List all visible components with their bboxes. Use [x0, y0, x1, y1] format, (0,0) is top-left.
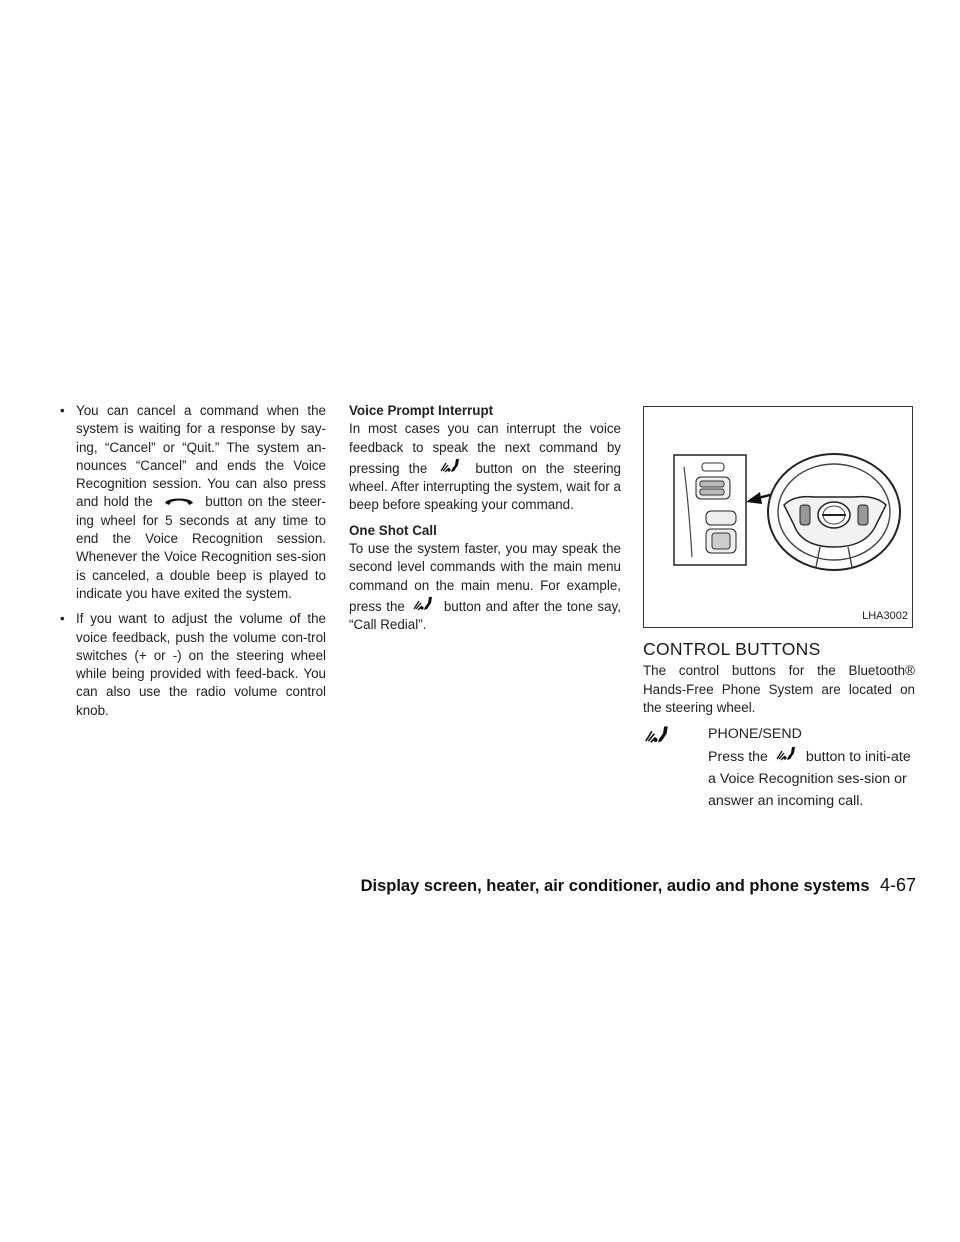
phone-send-icon — [643, 724, 673, 753]
middle-column — [349, 402, 621, 635]
phone-end-icon — [161, 494, 197, 508]
button-explanation — [708, 745, 915, 812]
bullet-cancel-command — [54, 402, 326, 603]
paragraph-one-shot-call — [349, 540, 621, 634]
paragraph-voice-prompt-interrupt — [349, 420, 621, 514]
bullet-text: If you want to adjust the volume of the voice feedback, push the volume con-trol switches (+ or -) on the steering wheel while being provided with feed-back. You can also use the radio volume control knob. — [76, 611, 326, 718]
paragraph-text-part2: button on the steering wheel. After interrupting the system, wait for a beep before speaking your command. — [349, 460, 621, 513]
button-text-part2: button to initi-ate a Voice Recognition ses-sion or answer an incoming call. — [708, 749, 911, 810]
steering-wheel — [768, 454, 900, 570]
heading-one-shot-call: One Shot Call — [349, 522, 437, 538]
bullet-text-part2: button on the steer-ing wheel for 5 seconds at any time to end the Voice Recognition session. Whenever the Voice Recognition ses-sion is canceled, a double beep is played to indicate you have exited the system. — [76, 494, 326, 601]
button-text-part1: Press the — [708, 749, 768, 766]
paragraph-text-part2: button and after the tone say, “Call Redial”. — [349, 598, 621, 633]
section-heading: CONTROL BUTTONS — [643, 639, 821, 659]
paragraph-text-part1: In most cases you can interrupt the voice feedback to speak the next command by pressing the — [349, 421, 621, 476]
right-column — [643, 402, 915, 812]
phone-send-description — [643, 723, 915, 812]
bullet-text-part1: You can cancel a command when the system is waiting for a response by say-ing, “Cancel” or “Quit.” The system an-nounces “Cancel” and ends the Voice Recognition session. You can also press and hold the — [76, 403, 326, 510]
steering-wheel-illustration — [643, 406, 913, 628]
phone-send-icon — [412, 595, 436, 613]
page-number: 4-67 — [879, 875, 916, 895]
phone-send-icon — [439, 457, 463, 475]
page-footer — [0, 875, 916, 896]
phone-send-icon — [775, 745, 799, 763]
control-buttons-intro: The control buttons for the Bluetooth® Hands-Free Phone System are located on the steering wheel. — [643, 663, 915, 715]
left-column — [54, 402, 326, 727]
steering-wheel-diagram — [644, 407, 914, 629]
paragraph-text-part1: To use the system faster, you may speak the second level commands with the main menu command on the main menu. For example, press the — [349, 541, 621, 614]
chapter-title: Display screen, heater, air conditioner, audio and phone systems — [360, 877, 870, 895]
heading-voice-prompt-interrupt: Voice Prompt Interrupt — [349, 403, 494, 418]
button-title: PHONE/SEND — [708, 726, 802, 743]
bullet-symbol: • — [60, 403, 65, 418]
bullet-adjust-volume — [54, 610, 326, 720]
inset-middle-switch — [706, 511, 736, 525]
inset-upper-switch — [696, 477, 730, 499]
inset-top-switch — [702, 463, 724, 471]
figure-code: LHA3002 — [862, 609, 908, 622]
bullet-symbol: • — [60, 611, 65, 627]
